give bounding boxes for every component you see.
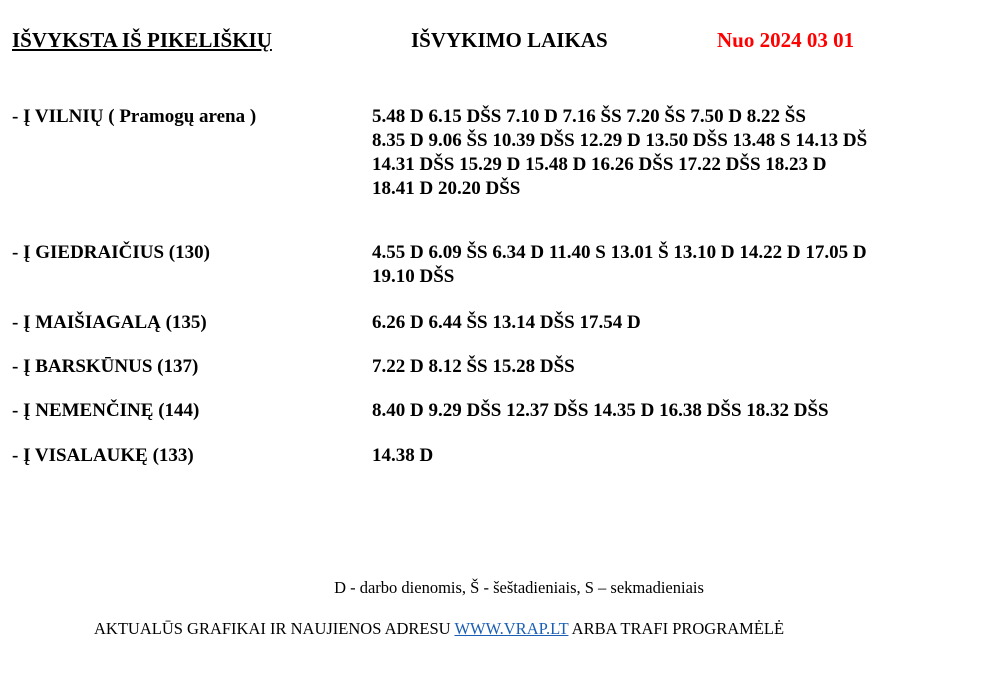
route-destination-visalauke: - Į VISALAUKĘ (133)	[12, 445, 194, 466]
times-line: 14.31 DŠS 15.29 D 15.48 D 16.26 DŠS 17.22 DŠS 18.23 D	[372, 154, 827, 175]
times-line: 8.35 D 9.06 ŠS 10.39 DŠS 12.29 D 13.50 DŠS 13.48 S 14.13 DŠ	[372, 130, 868, 151]
times-line: 5.48 D 6.15 DŠS 7.10 D 7.16 ŠS 7.20 ŠS 7.50 D 8.22 ŠS	[372, 106, 806, 127]
footer-text-after: ARBA TRAFI PROGRAMĖLĖ	[571, 619, 785, 638]
route-times-barskunai	[372, 355, 982, 379]
times-line: 4.55 D 6.09 ŠS 6.34 D 11.40 S 13.01 Š 13.10 D 14.22 D 17.05 D	[372, 242, 867, 263]
route-destination-maisiagala: - Į MAIŠIAGALĄ (135)	[12, 312, 207, 333]
valid-from-date: Nuo 2024 03 01	[717, 28, 855, 52]
route-destination-vilnius: - Į VILNIŲ ( Pramogų arena )	[12, 106, 257, 127]
departure-time-heading: IŠVYKIMO LAIKAS	[411, 28, 608, 52]
times-line: 14.38 D	[372, 445, 434, 466]
route-times-giedraiciai	[372, 241, 982, 289]
times-line: 8.40 D 9.29 DŠS 12.37 DŠS 14.35 D 16.38 DŠS 18.32 DŠS	[372, 400, 829, 421]
route-times-visalauke	[372, 444, 982, 468]
times-line: 18.41 D 20.20 DŠS	[372, 178, 521, 199]
website-link[interactable]: WWW.VRAP.LT	[454, 619, 569, 638]
footer-text-before: AKTUALŪS GRAFIKAI IR NAUJIENOS ADRESU	[94, 619, 451, 638]
legend-note: D - darbo dienomis, Š - šeštadieniais, S – sekmadieniais	[334, 578, 704, 597]
times-line: 19.10 DŠS	[372, 266, 455, 287]
route-destination-barskunai: - Į BARSKŪNUS (137)	[12, 356, 199, 377]
page-title: IŠVYKSTA IŠ PIKELIŠKIŲ	[12, 28, 272, 52]
route-destination-giedraiciai: - Į GIEDRAIČIUS (130)	[12, 242, 210, 263]
route-times-maisiagala	[372, 311, 982, 335]
footer-note	[94, 618, 784, 640]
route-times-nemencine	[372, 399, 982, 423]
route-times-vilnius	[372, 105, 982, 201]
times-line: 7.22 D 8.12 ŠS 15.28 DŠS	[372, 356, 575, 377]
times-line: 6.26 D 6.44 ŠS 13.14 DŠS 17.54 D	[372, 312, 641, 333]
route-destination-nemencine: - Į NEMENČINĘ (144)	[12, 400, 200, 421]
